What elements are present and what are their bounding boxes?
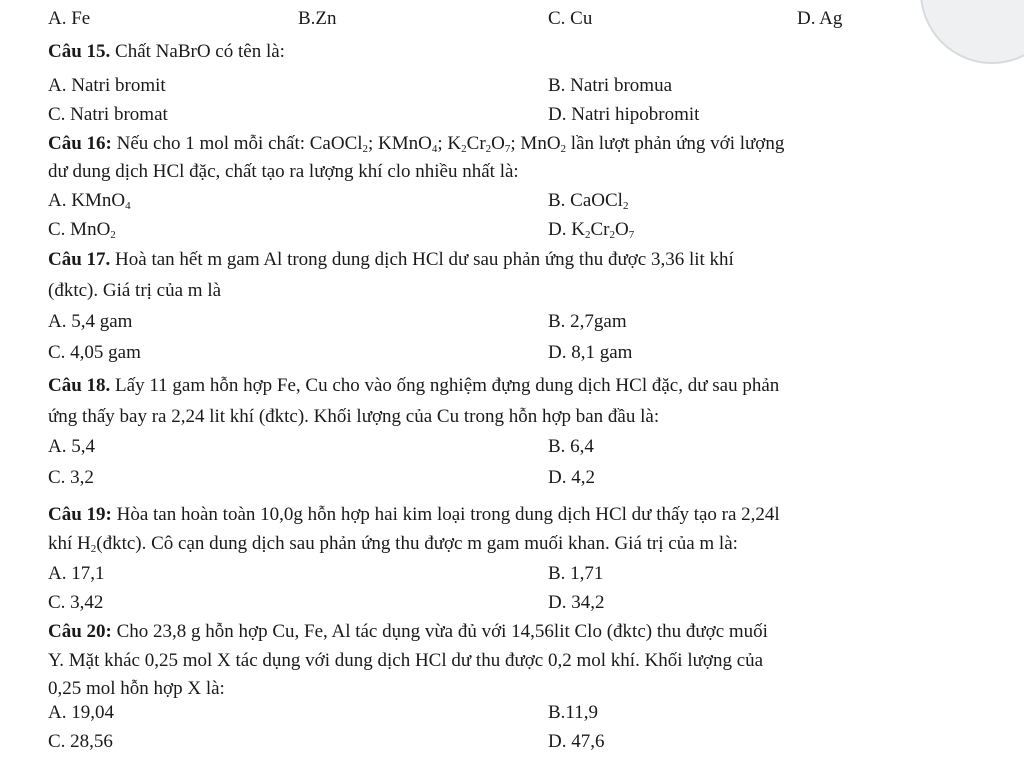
q15-option-d: D. Natri hipobromit: [548, 104, 700, 125]
question-18-line2: ứng thấy bay ra 2,24 lit khí (đktc). Khối lượng của Cu trong hỗn hợp ban đầu là:: [48, 406, 660, 427]
q19-option-b: B. 1,71: [548, 563, 604, 584]
question-text: Cr: [466, 133, 486, 154]
q15-option-a: A. Natri bromit: [48, 75, 166, 96]
q18-option-d: D. 4,2: [548, 467, 595, 488]
q17-option-c: C. 4,05 gam: [48, 342, 141, 363]
q16-option-a: [48, 190, 131, 212]
top-option-d: D. Ag: [797, 8, 843, 29]
q15-option-b: B. Natri bromua: [548, 75, 673, 96]
top-option-c: C. Cu: [548, 8, 593, 29]
question-text: ; K: [437, 133, 462, 154]
question-17: [48, 249, 994, 271]
q20-option-b: B.11,9: [548, 702, 598, 723]
option-text: C. MnO: [48, 219, 111, 240]
q19-option-c: C. 3,42: [48, 592, 104, 613]
option-text: O: [614, 219, 629, 240]
subscript: 4: [431, 143, 438, 155]
q20-option-a: A. 19,04: [48, 702, 114, 723]
subscript: 2: [90, 543, 97, 555]
question-18: [48, 375, 994, 397]
question-text: Hoà tan hết m gam Al trong dung dịch HCl dư sau phản ứng thu được 3,36 lit khí: [110, 249, 734, 270]
question-text: Nếu cho 1 mol mỗi chất: CaOCl: [111, 133, 363, 154]
subscript: 2: [110, 229, 116, 241]
question-20-line2: Y. Mặt khác 0,25 mol X tác dụng với dung dịch HCl dư thu được 0,2 mol khí. Khối lượng của: [48, 650, 764, 671]
question-text: khí H: [48, 533, 91, 554]
q17-option-d: D. 8,1 gam: [548, 342, 633, 363]
question-label: Câu 15.: [48, 41, 111, 62]
top-option-a: A. Fe: [48, 8, 91, 29]
subscript: 2: [461, 143, 467, 155]
question-label: Câu 18.: [48, 375, 111, 396]
subscript: 2: [584, 229, 591, 241]
question-20: [48, 621, 994, 643]
subscript: 2: [485, 143, 492, 155]
subscript: 2: [622, 200, 629, 212]
q18-option-c: C. 3,2: [48, 467, 94, 488]
question-text: ; KMnO: [368, 133, 432, 154]
question-text: Lấy 11 gam hỗn hợp Fe, Cu cho vào ống nghiệm đựng dung dịch HCl đặc, dư sau phản: [110, 375, 780, 396]
question-16-line2: dư dung dịch HCl đặc, chất tạo ra lượng khí clo nhiều nhất là:: [48, 161, 519, 182]
question-17-line2: (đktc). Giá trị của m là: [48, 280, 222, 301]
q20-option-c: C. 28,56: [48, 731, 113, 752]
q17-option-a: A. 5,4 gam: [48, 311, 133, 332]
subscript: 7: [504, 143, 511, 155]
question-label: Câu 16:: [48, 133, 112, 154]
q18-option-b: B. 6,4: [548, 436, 594, 457]
subscript: 7: [628, 229, 635, 241]
question-19: [48, 504, 994, 526]
question-20-line3: 0,25 mol hỗn hợp X là:: [48, 678, 225, 699]
option-text: A. KMnO: [48, 190, 126, 211]
question-text: Cho 23,8 g hỗn hợp Cu, Fe, Al tác dụng vừa đủ với 14,56lit Clo (đktc) thu được muối: [111, 621, 768, 642]
question-label: Câu 19:: [48, 504, 112, 525]
q16-option-d: [548, 219, 634, 241]
question-15: [48, 41, 994, 63]
subscript: 2: [560, 143, 567, 155]
q18-option-a: A. 5,4: [48, 436, 95, 457]
q16-option-b: [548, 190, 628, 212]
question-19-line2: [48, 533, 994, 555]
question-text: Hòa tan hoàn toàn 10,0g hỗn hợp hai kim loại trong dung dịch HCl dư thấy tạo ra 2,24l: [111, 504, 780, 525]
question-label: Câu 17.: [48, 249, 111, 270]
q17-option-b: B. 2,7gam: [548, 311, 627, 332]
subscript: 2: [362, 143, 369, 155]
question-text: O: [491, 133, 505, 154]
question-16: [48, 133, 994, 155]
question-text: ; MnO: [510, 133, 561, 154]
option-text: D. K: [548, 219, 585, 240]
top-option-b: B.Zn: [298, 8, 337, 29]
question-text: (đktc). Cô cạn dung dịch sau phản ứng thu được m gam muối khan. Giá trị của m là:: [96, 533, 738, 554]
q19-option-a: A. 17,1: [48, 563, 105, 584]
q19-option-d: D. 34,2: [548, 592, 605, 613]
question-text: lần lượt phản ứng với lượng: [566, 133, 785, 154]
q16-option-c: [48, 219, 116, 241]
q20-option-d: D. 47,6: [548, 731, 605, 752]
question-label: Câu 20:: [48, 621, 112, 642]
question-text: Chất NaBrO có tên là:: [110, 41, 285, 62]
option-text: B. CaOCl: [548, 190, 623, 211]
option-text: Cr: [590, 219, 610, 240]
subscript: 4: [125, 200, 131, 212]
q15-option-c: C. Natri bromat: [48, 104, 168, 125]
subscript: 2: [609, 229, 615, 241]
